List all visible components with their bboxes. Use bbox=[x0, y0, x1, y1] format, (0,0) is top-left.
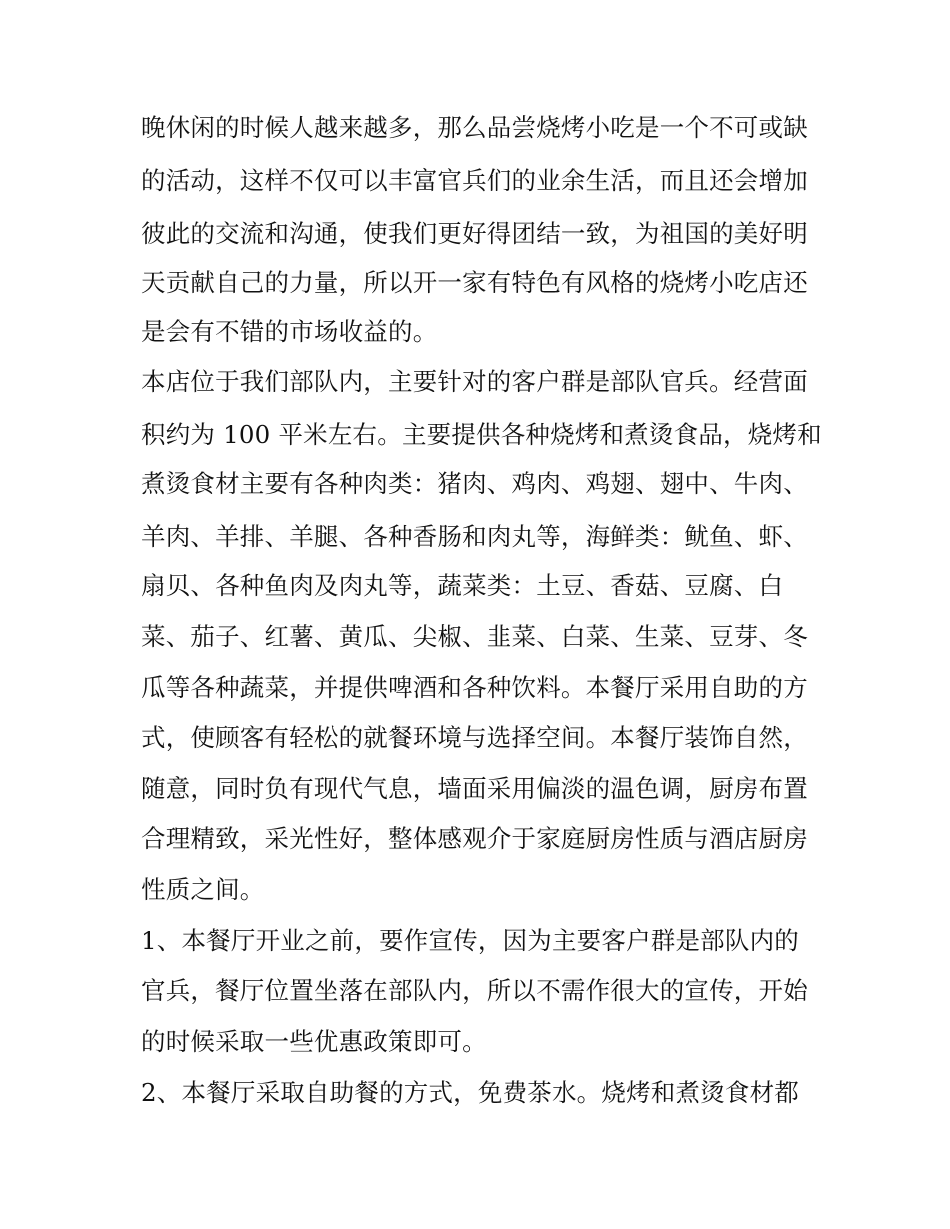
text-line: 随意，同时负有现代气息，墙面采用偏淡的温色调，厨房布置 bbox=[141, 774, 808, 803]
text-line: 的时候采取一些优惠政策即可。 bbox=[141, 1027, 487, 1056]
text-line: 扇贝、各种鱼肉及肉丸等，蔬菜类：土豆、香菇、豆腐、白 bbox=[141, 571, 784, 600]
text-line: 羊肉、羊排、羊腿、各种香肠和肉丸等，海鲜类：鱿鱼、虾、 bbox=[141, 522, 808, 551]
text-line: 本店位于我们部队内，主要针对的客户群是部队官兵。经营面 bbox=[141, 367, 808, 396]
text-line: 2、本餐厅采取自助餐的方式，免费茶水。烧烤和煮烫食材都 bbox=[141, 1078, 799, 1107]
text-line: 煮烫食材主要有各种肉类：猪肉、鸡肉、鸡翅、翅中、牛肉、 bbox=[141, 469, 808, 498]
text-line: 性质之间。 bbox=[141, 875, 265, 904]
text-line: 合理精致，采光性好，整体感观介于家庭厨房性质与酒店厨房 bbox=[141, 824, 808, 853]
text-line: 式，使顾客有轻松的就餐环境与选择空间。本餐厅装饰自然， bbox=[141, 723, 808, 752]
text-line: 官兵，餐厅位置坐落在部队内，所以不需作很大的宣传，开始 bbox=[141, 976, 808, 1005]
text-line: 晚休闲的时候人越来越多，那么品尝烧烤小吃是一个不可或缺 bbox=[141, 113, 808, 142]
text-line: 积约为 100 平米左右。主要提供各种烧烤和煮烫食品，烧烤和 bbox=[141, 420, 822, 449]
text-line: 天贡献自己的力量，所以开一家有特色有风格的烧烤小吃店还 bbox=[141, 268, 808, 297]
text-line: 是会有不错的市场收益的。 bbox=[141, 317, 438, 346]
text-line: 彼此的交流和沟通，使我们更好得团结一致，为祖国的美好明 bbox=[141, 219, 808, 248]
text-line: 菜、茄子、红薯、黄瓜、尖椒、韭菜、白菜、生菜、豆芽、冬 bbox=[141, 622, 808, 651]
text-line: 1、本餐厅开业之前，要作宣传，因为主要客户群是部队内的 bbox=[141, 926, 799, 955]
text-line: 瓜等各种蔬菜，并提供啤酒和各种饮料。本餐厅采用自助的方 bbox=[141, 673, 808, 702]
text-line: 的活动，这样不仅可以丰富官兵们的业余生活，而且还会增加 bbox=[141, 166, 808, 195]
